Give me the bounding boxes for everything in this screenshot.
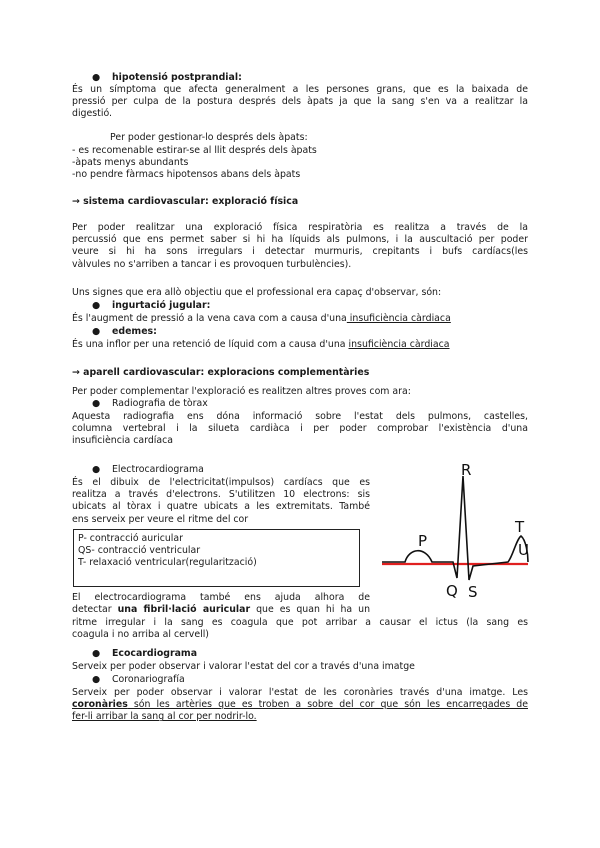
- insuficiencia-link-2: insuficiència càrdiaca: [348, 339, 450, 350]
- ecg-waves-box: [73, 529, 360, 587]
- edemes-title: edemes:: [112, 326, 157, 337]
- bullet-icon: ●: [92, 326, 101, 337]
- ecg-label-p: P: [418, 532, 428, 550]
- coronariografia-paragraph: Serveix per poder observar i valorar l'estat de les coronàries través d'una imatge. Les coronàries són les artèries que es troben a sobre del cor que són les encarregades de fer-li arribar la sang al cor per nodrir-lo.: [72, 687, 528, 723]
- ecg-label-u: U: [518, 541, 529, 559]
- exploracio-fisica-heading: → sistema cardiovascular: exploració física: [72, 196, 299, 207]
- insuficiencia-link-1: insuficiència càrdiaca: [346, 313, 451, 324]
- edemes-text: És una inflor per una retenció de líquid com a causa d'una insuficiència càrdiaca: [72, 339, 450, 350]
- box-line: T- relaxació ventricular(regularització): [78, 557, 257, 569]
- coronaries-highlight: coronàries: [72, 699, 128, 711]
- list-item: -no pendre fàrmacs hipotensos abans dels àpats: [72, 169, 301, 181]
- ingurtacio-text: És l'augment de pressió a la vena cava com a causa d'una insuficiència càrdiaca: [72, 313, 451, 324]
- hipotensio-intro: Per poder gestionar-lo després dels àpats:: [110, 132, 308, 143]
- electrocardiograma-paragraph: És el dibuix de l'electricitat(impulsos) cardíacs que es realitza a través d'electrons. S'utilitzen 10 electrons: sis ubicats al tòrax i quatre ubicats a les extremitats. També ens serveix per veure el ritme del cor: [72, 477, 370, 525]
- hipotensio-paragraph: És un símptoma que afecta generalment a les persones grans, que es la baixada de pressió per culpa de la postura després dels àpats ja que la sang s'en va a realitzar la digestió.: [72, 84, 528, 120]
- fibrillacio-highlight: una fibril·lació auricular: [117, 604, 251, 616]
- bullet-icon: ●: [92, 300, 101, 311]
- ecg-label-s: S: [468, 583, 478, 601]
- bullet-icon: ●: [92, 72, 101, 83]
- list-item: -àpats menys abundants: [72, 157, 189, 169]
- exploracio-fisica-paragraph: Per poder realitzar una exploració física respiratòria es realitza a través de la percussió que ens permet saber si hi ha líquids als pulmons, i la auscultació per poder veure si hi ha sons irregulars i detectar murmuris, crepitants i bufs cardíacs(les vàlvules no s'arriben a tancar i es provoquen turbulències).: [72, 222, 528, 270]
- ecg-label-r: R: [461, 461, 472, 479]
- hipotensio-title: hipotensió postprandial:: [112, 72, 242, 83]
- bullet-icon: ●: [92, 398, 101, 409]
- ictus-paragraph: ritme irregular i la sang es coagula que pot arribar a causar el ictus (la sang es coagula i no arriba al cervell): [72, 617, 528, 641]
- bullet-icon: ●: [92, 648, 101, 659]
- exploracions-complementaries-heading: → aparell cardiovascular: exploracions complementàries: [72, 367, 370, 378]
- ingurtacio-title: ingurtació jugular:: [112, 300, 211, 311]
- complementaries-intro: Per poder complementar l'exploració es realitzen altres proves com ara:: [72, 386, 411, 397]
- ecocardiograma-text: Serveix per poder observar i valorar l'estat del cor a través d'una imatge: [72, 661, 415, 672]
- coronariografia-title: Coronariografía: [112, 674, 185, 685]
- bullet-icon: ●: [92, 674, 101, 685]
- ecocardiograma-title: Ecocardiograma: [112, 648, 198, 659]
- box-line: QS- contracció ventricular: [78, 545, 201, 557]
- bullet-icon: ●: [92, 464, 101, 475]
- radiografia-paragraph: Aquesta radiografia ens dóna informació sobre l'estat dels pulmons, castelles, columna vertebral i la silueta cardiàca i per poder comprobar l'existència d'una insuficiència cardíaca: [72, 411, 528, 447]
- electrocardiograma-title: Electrocardiograma: [112, 464, 204, 475]
- box-line: P- contracció auricular: [78, 533, 183, 544]
- electrocardiograma-extra: El electrocardiograma també ens ajuda alhora de detectar una fibril·lació auricular que es quan hi ha un: [72, 592, 371, 616]
- ecg-diagram: [378, 458, 530, 604]
- signes-intro: Uns signes que era allò objectiu que el professional era capaç d'observar, són:: [72, 287, 442, 298]
- radiografia-title: Radiografia de tòrax: [112, 398, 208, 409]
- ecg-label-q: Q: [446, 582, 458, 600]
- list-item: - es recomenable estirar-se al llit després dels àpats: [72, 145, 317, 156]
- hipotensio-list: [72, 145, 528, 182]
- ecg-label-t: T: [515, 518, 525, 536]
